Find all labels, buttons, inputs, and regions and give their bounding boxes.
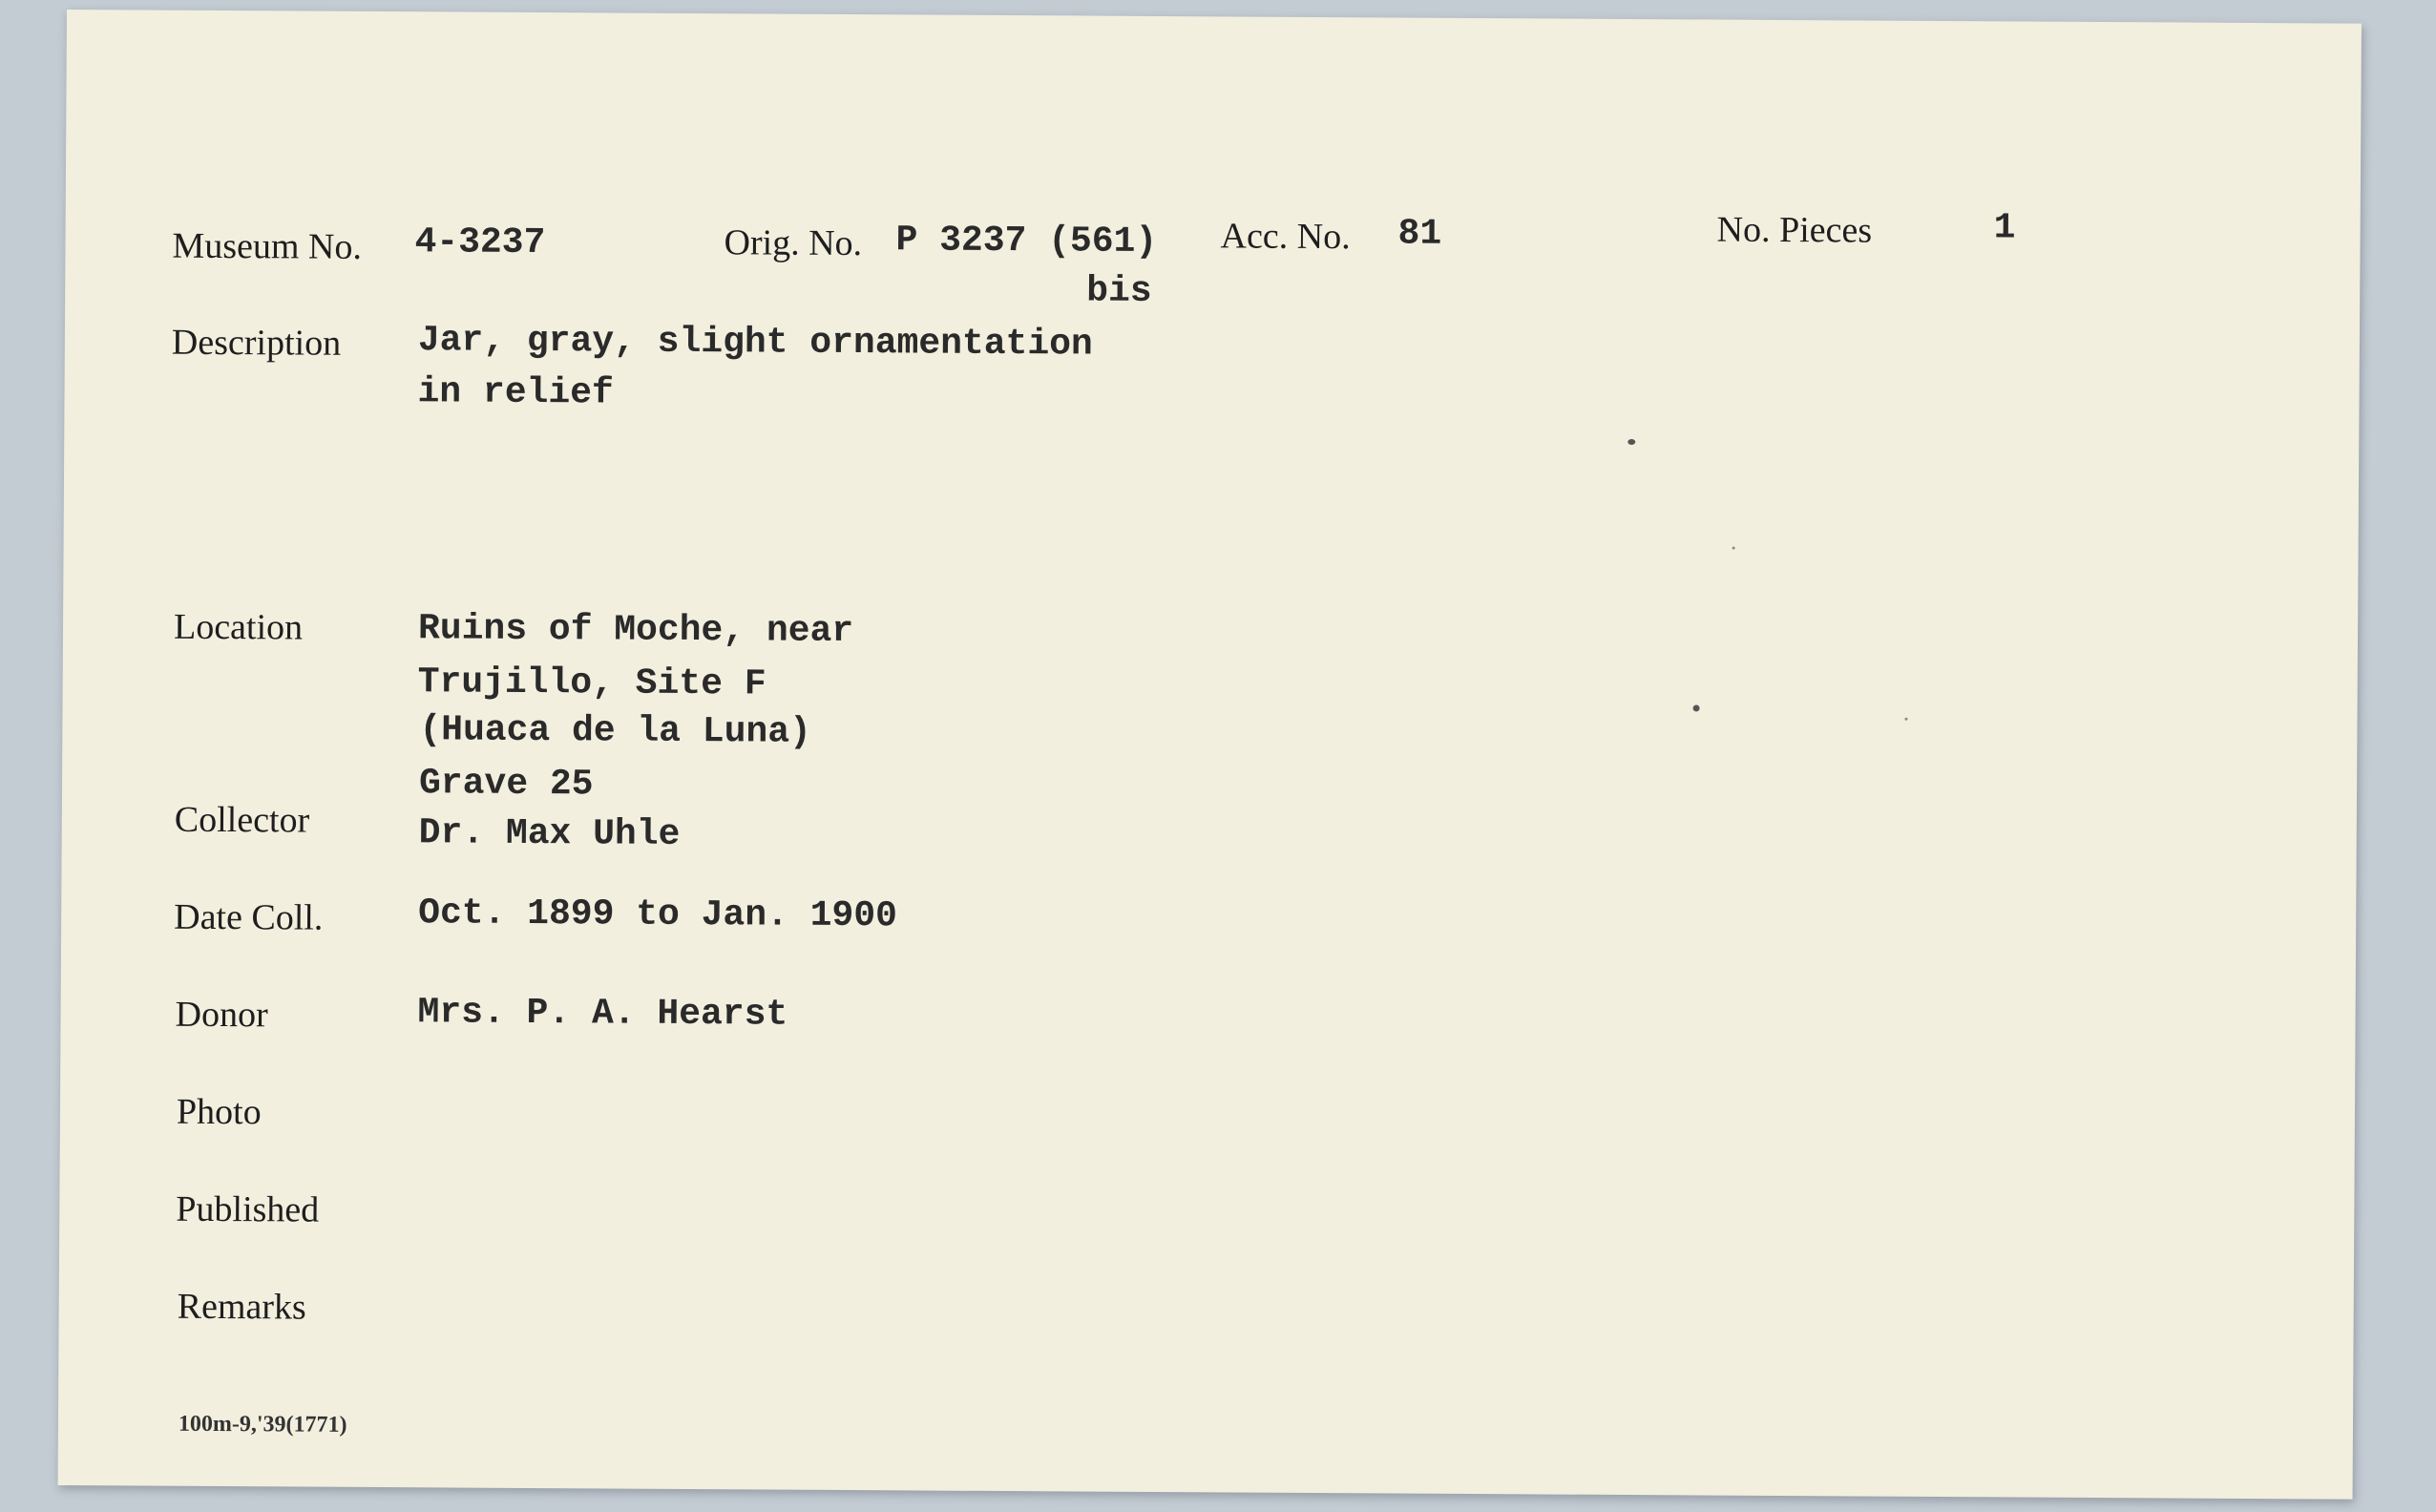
photo-label: Photo [176,1091,262,1133]
donor-value: Mrs. P. A. Hearst [417,992,788,1036]
acc-no-value: 81 [1397,213,1442,255]
no-pieces-value: 1 [1993,207,2016,249]
no-pieces-label: No. Pieces [1716,209,1873,251]
acc-no-label: Acc. No. [1220,216,1351,258]
location-line-4: Grave 25 [418,763,594,806]
orig-no-label: Orig. No. [724,222,863,264]
ink-speck [1628,439,1635,445]
orig-no-value: P 3237 (561) [895,220,1158,262]
location-line-2: Trujillo, Site F [417,662,766,705]
location-line-1: Ruins of Moche, near [417,608,854,653]
collector-label: Collector [174,799,310,841]
location-line-3: (Huaca de la Luna) [419,709,811,753]
form-code: 100m-9,'39(1771) [178,1411,347,1438]
date-coll-label: Date Coll. [174,896,324,938]
description-label: Description [171,322,342,364]
museum-no-label: Museum No. [172,225,363,267]
donor-label: Donor [175,994,268,1036]
museum-no-value: 4-3237 [414,221,546,264]
date-coll-value: Oct. 1899 to Jan. 1900 [418,892,898,937]
ink-speck [1904,718,1907,721]
remarks-label: Remarks [177,1286,306,1328]
catalog-card [58,10,2362,1500]
published-label: Published [176,1188,320,1230]
ink-speck [1693,704,1700,711]
ink-speck [1732,547,1735,550]
location-label: Location [173,606,304,648]
description-line-1: Jar, gray, slight ornamentation [417,320,1093,366]
orig-no-suffix: bis [1086,270,1152,312]
collector-value: Dr. Max Uhle [418,812,681,855]
description-line-2: in relief [417,371,614,414]
